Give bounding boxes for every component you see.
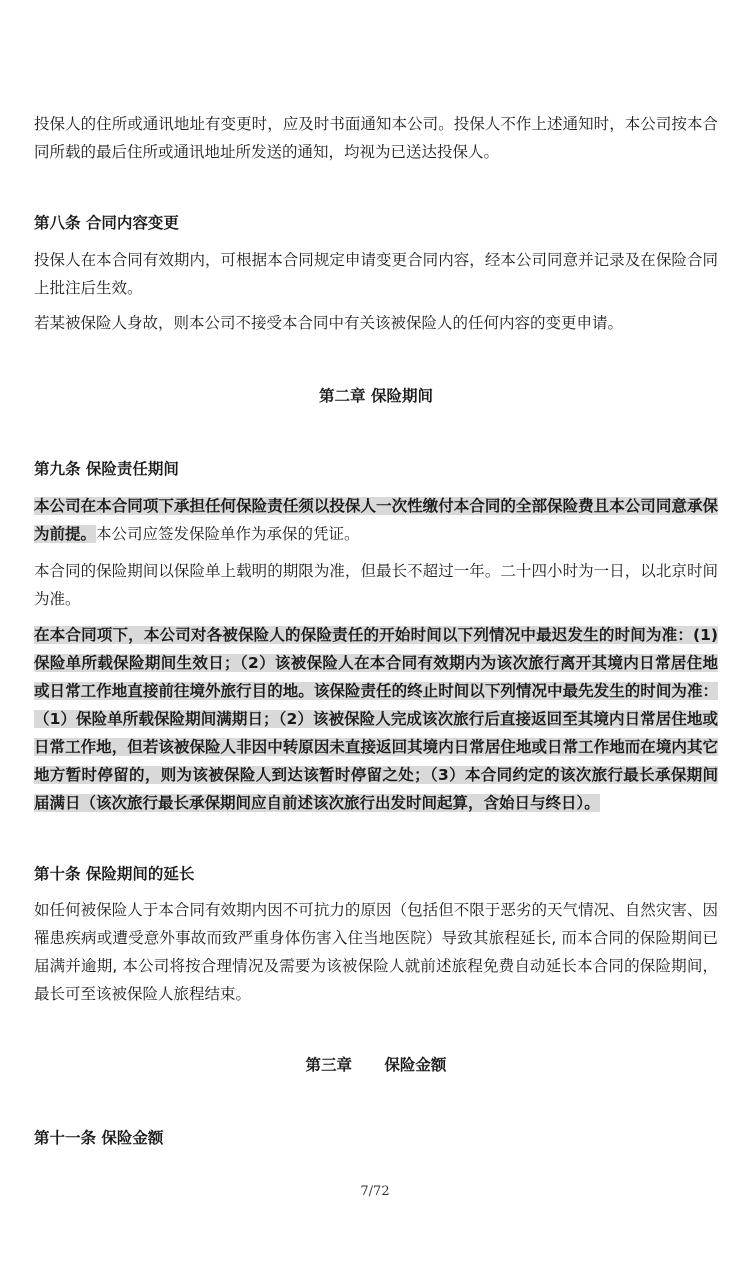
article-8-heading: 第八条 合同内容变更 [34,214,179,232]
article-9-paragraph-2: 本合同的保险期间以保险单上载明的期限为准，但最长不超过一年。二十四小时为一日，以北京时间为准。 [34,562,718,608]
article-9-paragraph-1 [34,492,718,548]
article-9-highlighted-condition: 本公司在本合同项下承担任何保险责任须以投保人一次性缴付本合同的全部保险费且本公司同意承保为前提。 [34,497,718,543]
article-11-heading: 第十一条 保险金额 [34,1129,164,1147]
chapter-3-title: 第三章 保险金额 [305,1056,447,1074]
article-9-paragraph-3 [34,621,718,817]
paragraph-address-change: 投保人的住所或通讯地址有变更时，应及时书面通知本公司。投保人不作上述通知时，本公司按本合同所载的最后住所或通讯地址所发送的通知，均视为已送达投保人。 [34,115,718,161]
chapter-2-title: 第二章 保险期间 [319,387,433,405]
article-8-paragraph-2: 若某被保险人身故，则本公司不接受本合同中有关该被保险人的任何内容的变更申请。 [34,314,624,332]
article-9-paragraph-1-rest: 本公司应签发保险单作为承保的凭证。 [96,525,360,543]
article-8-paragraph-1: 投保人在本合同有效期内，可根据本合同规定申请变更合同内容，经本公司同意并记录及在保险合同上批注后生效。 [34,251,718,297]
article-10-heading: 第十条 保险期间的延长 [34,865,195,883]
article-9-heading: 第九条 保险责任期间 [34,460,179,478]
page-number: 7/72 [360,1184,390,1199]
article-10-paragraph-1: 如任何被保险人于本合同有效期内因不可抗力的原因（包括但不限于恶劣的天气情况、自然灾害、因罹患疾病或遭受意外事故而致严重身体伤害入住当地医院）导致其旅程延长, 而本合同的保险期间已届满并逾期, 本公司将按合理情况及需要为该被保险人就前述旅程免费自动延长本合同的保险期间，最长可至该被保险人旅程结束。 [34,901,718,1003]
article-9-highlighted-period-rules: 在本合同项下，本公司对各被保险人的保险责任的开始时间以下列情况中最迟发生的时间为准：(1) 保险单所载保险期间生效日；（2）该被保险人在本合同有效期内为该次旅行离开其境内日常居住地或日常工作地直接前往境外旅行目的地。该保险责任的终止时间以下列情况中最先发生的时间为准：（1）保险单所载保险期间满期日；（2）该被保险人完成该次旅行后直接返回至其境内日常居住地或日常工作地，但若该被保险人非因中转原因未直接返回其境内日常居住地或日常工作地而在境内其它地方暂时停留的，则为该被保险人到达该暂时停留之处；（3）本合同约定的该次旅行最长承保期间届满日（该次旅行最长承保期间应自前述该次旅行出发时间起算，含始日与终日）。 [34,626,718,812]
